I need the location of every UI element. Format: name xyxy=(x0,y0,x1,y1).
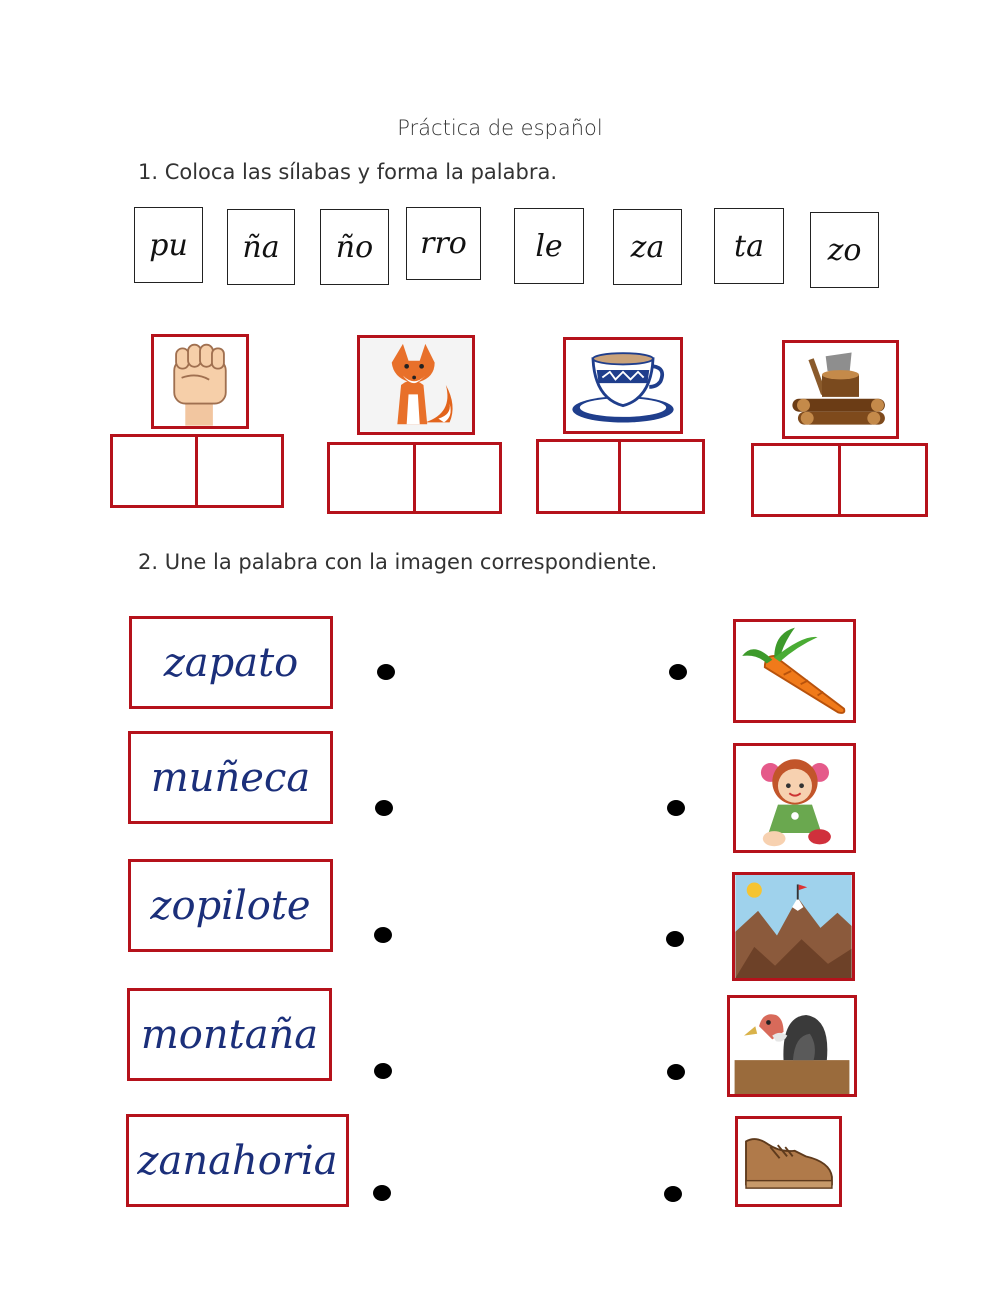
syllable-card[interactable]: za xyxy=(613,209,682,285)
syllable-slot[interactable] xyxy=(195,434,284,508)
fox-picture xyxy=(357,335,475,435)
syllable-card[interactable]: pu xyxy=(134,207,203,283)
match-dot-left[interactable] xyxy=(375,800,393,816)
fist-picture xyxy=(151,334,249,429)
syllable-slot[interactable] xyxy=(327,442,416,514)
syllable-card[interactable]: le xyxy=(514,208,584,284)
syllable-card[interactable]: rro xyxy=(406,207,481,280)
syllable-slot[interactable] xyxy=(751,443,841,517)
match-dot-left[interactable] xyxy=(374,927,392,943)
match-dot-right[interactable] xyxy=(664,1186,682,1202)
firewood-picture xyxy=(782,340,899,439)
word-card[interactable]: muñeca xyxy=(128,731,333,824)
syllable-card[interactable]: ña xyxy=(227,209,295,285)
teacup-picture xyxy=(563,337,683,434)
word-card[interactable]: zopilote xyxy=(128,859,333,952)
match-dot-right[interactable] xyxy=(666,931,684,947)
syllable-card[interactable]: ño xyxy=(320,209,389,285)
syllable-slot[interactable] xyxy=(413,442,502,514)
syllable-card[interactable]: zo xyxy=(810,212,879,288)
match-dot-right[interactable] xyxy=(667,800,685,816)
carrot-picture xyxy=(733,619,856,723)
syllable-card[interactable]: ta xyxy=(714,208,784,284)
page-title: Práctica de español xyxy=(397,116,603,140)
word-card[interactable]: montaña xyxy=(127,988,332,1081)
doll-picture xyxy=(733,743,856,853)
syllable-slot[interactable] xyxy=(536,439,621,514)
exercise-1-instruction: 1. Coloca las sílabas y forma la palabra. xyxy=(138,160,558,184)
exercise-2-instruction: 2. Une la palabra con la imagen correspondiente. xyxy=(138,550,658,574)
syllable-slot[interactable] xyxy=(618,439,705,514)
vulture-picture xyxy=(727,995,857,1097)
match-dot-left[interactable] xyxy=(373,1185,391,1201)
word-card[interactable]: zanahoria xyxy=(126,1114,349,1207)
mountain-picture xyxy=(732,872,855,981)
syllable-slot[interactable] xyxy=(838,443,928,517)
match-dot-left[interactable] xyxy=(374,1063,392,1079)
shoe-picture xyxy=(735,1116,842,1207)
match-dot-left[interactable] xyxy=(377,664,395,680)
match-dot-right[interactable] xyxy=(667,1064,685,1080)
syllable-slot[interactable] xyxy=(110,434,198,508)
match-dot-right[interactable] xyxy=(669,664,687,680)
word-card[interactable]: zapato xyxy=(129,616,333,709)
